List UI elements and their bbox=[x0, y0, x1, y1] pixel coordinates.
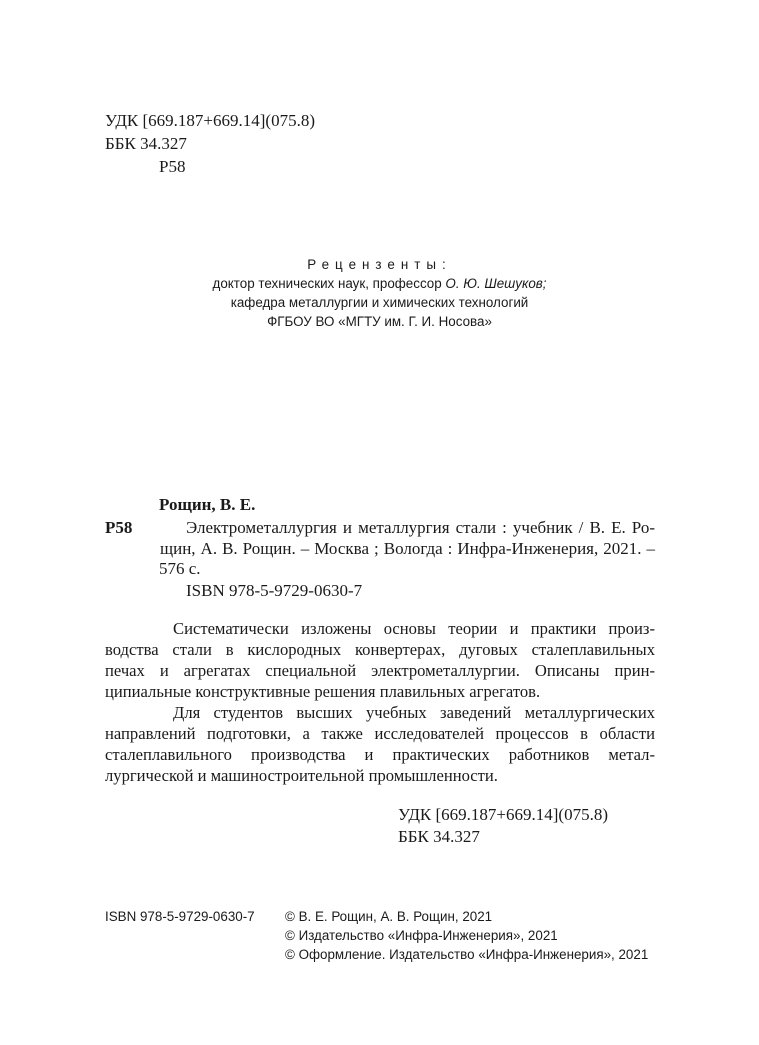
abstract-p2-line-2: направлений подготовки, а также исследователей процессов в области bbox=[105, 724, 655, 743]
bib-line-2: щин, А. В. Рощин. – Москва ; Вологда : Инфра-Инженерия, 2021. – bbox=[160, 539, 655, 558]
footer-isbn: ISBN 978-5-9729-0630-7 bbox=[105, 909, 255, 924]
footer-copyright-design: © Оформление. Издательство «Инфра-Инженерия», 2021 bbox=[285, 947, 649, 962]
reviewers-heading: Рецензенты: bbox=[307, 257, 452, 272]
bib-isbn: ISBN 978-5-9729-0630-7 bbox=[186, 581, 363, 600]
abstract-p1-line-4: ципиальные конструктивные решения плавильных агрегатов. bbox=[105, 682, 541, 701]
reviewers-line-1 bbox=[0, 275, 759, 294]
bottom-bbk-code: ББК 34.327 bbox=[398, 827, 480, 846]
abstract-p1-line-1: Систематически изложены основы теории и практики произ- bbox=[173, 619, 655, 638]
abstract-p1-line-3: печах и агрегатах специальной электрометаллургии. Описаны прин- bbox=[105, 661, 655, 680]
abstract-p2-line-3: сталеплавильного производства и практических работников метал- bbox=[105, 745, 655, 764]
abstract-p2-line-4: лургической и машиностроительной промышленности. bbox=[105, 766, 498, 785]
reviewers-line-3: ФГБОУ ВО «МГТУ им. Г. И. Носова» bbox=[267, 314, 492, 329]
bib-mark: Р58 bbox=[105, 518, 133, 537]
reviewer-title: доктор технических наук, профессор bbox=[212, 276, 446, 291]
bottom-udk-code: УДК [669.187+669.14](075.8) bbox=[398, 805, 608, 824]
abstract-paragraph-2 bbox=[105, 702, 655, 786]
bib-pages: 576 с. bbox=[159, 559, 201, 578]
bib-description bbox=[160, 517, 655, 559]
top-bbk-code: ББК 34.327 bbox=[105, 134, 187, 153]
reviewers-line-2: кафедра металлургии и химических технологий bbox=[230, 295, 529, 310]
abstract-paragraph-1 bbox=[105, 618, 655, 702]
bib-line-1: Электрометаллургия и металлургия стали : учебник / В. Е. Ро- bbox=[186, 518, 655, 537]
footer-copyright-publisher: © Издательство «Инфра-Инженерия», 2021 bbox=[285, 928, 558, 943]
abstract-p2-line-1: Для студентов высших учебных заведений металлургических bbox=[173, 703, 655, 722]
bib-author: Рощин, В. Е. bbox=[159, 495, 256, 514]
top-udk-code: УДК [669.187+669.14](075.8) bbox=[105, 111, 315, 130]
footer-copyright-authors: © В. Е. Рощин, А. В. Рощин, 2021 bbox=[285, 909, 493, 924]
abstract-p1-line-2: водства стали в кислородных конвертерах, дуговых сталеплавильных bbox=[105, 640, 655, 659]
reviewer-name: О. Ю. Шешуков; bbox=[445, 276, 547, 291]
top-author-mark: Р58 bbox=[159, 157, 186, 176]
